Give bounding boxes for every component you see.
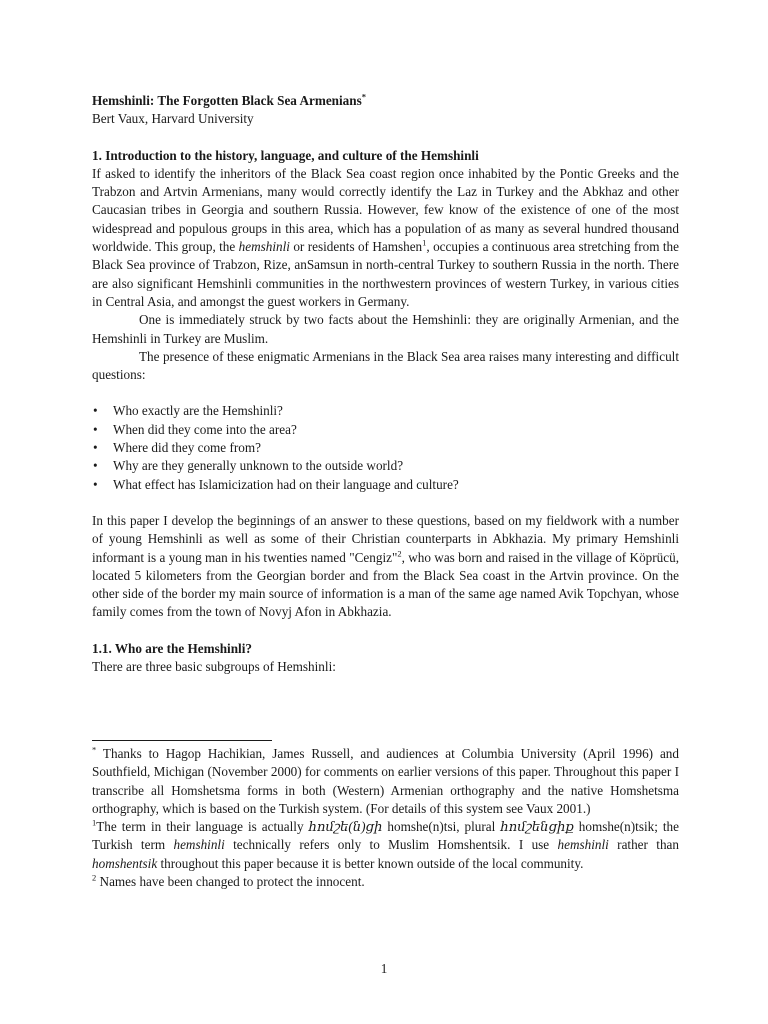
author-line: Bert Vaux, Harvard University (92, 111, 254, 127)
intro-paragraph: If asked to identify the inheritors of the Black Sea coast region once inhabited by the Pontic Greeks and the Trabzon and Artvin Armenians, many would correctly identify the Laz in Turkey and the Abkhaz and other Caucasian tribes in Georgia and southern Russia. However, few know of the existence of one of the most widespread and populous groups in this area, which has a population of as many as several hundred thousand worldwide. This group, the hemshinli or residents of Hamshen$^1$, occupies a continuous area stretching from the Black Sea province of Trabzon, Rize, anSamsun in north-central Turkey to southern Russia in the north. There are also significant Hemshinli communities in the northwestern provinces of western Turkey, in various cities in Central Asia, and amongst the guest workers in Germany. (92, 165, 679, 309)
footnote-2: $^2$ Names have been changed to protect the innocent. (92, 872, 365, 890)
footnote-star: * Thanks to Hagop Hachikian, James Russell, and audiences at Columbia University (April 1996) and Southfield, Michigan (November 2000) for comments on earlier versions of this paper. Throughout this paper I transcribe all Homshetsma forms in both (Western) Armenian orthography and the native Homshetsma orthography, which is based on the Turkish system. (For details of this system see Vaux 2001.) (92, 744, 679, 816)
section-heading-1: 1. Introduction to the history, language, and culture of the Hemshinli (92, 147, 479, 163)
section-heading-1-1: 1.1. Who are the Hemshinli? (92, 640, 252, 656)
list-item: • When did they come into the area? (92, 421, 679, 439)
list-item: • What effect has Islamicization had on their language and culture? (92, 476, 679, 494)
list-item: • Who exactly are the Hemshinli? (92, 402, 679, 420)
footnote-1: $^1$The term in their language is actually հոմշե(ն)ցի homshe(n)tsi, plural հոմշենցիք homshe(n)tsik; the Turkish term hemshinli technically refers only to Muslim Homshentsik. I use hemshinli rather than homshentsik throughout this paper because it is better known outside of the local community. (92, 817, 680, 871)
question-list (92, 402, 679, 493)
paper-title: Hemshinli: The Forgotten Black Sea Armenians* (92, 91, 366, 108)
title-footnote-mark: * (361, 91, 366, 102)
bullet-icon: • (93, 403, 98, 419)
bullet-icon: • (93, 458, 98, 474)
paragraph-questions: The presence of these enigmatic Armenians in the Black Sea area raises many interesting and difficult questions: (92, 348, 679, 383)
bullet-icon: • (93, 421, 98, 437)
paragraph-subgroups: There are three basic subgroups of Hemshinli: (92, 659, 336, 675)
term-hemshinli: hemshinli (238, 239, 290, 255)
footnotes (92, 745, 679, 891)
list-item: • Where did they come from? (92, 439, 679, 457)
main-body (92, 92, 679, 676)
list-item: • Why are they generally unknown to the outside world? (92, 457, 679, 475)
footnote-ref-1: 1 (422, 237, 427, 248)
armenian-term-plural: հոմշենցիք (500, 819, 574, 835)
footnote-ref-2: 2 (397, 548, 402, 559)
page-number: 1 (380, 961, 388, 976)
footnote-separator (92, 740, 272, 741)
bullet-icon: • (93, 440, 98, 456)
armenian-term: հոմշե(ն)ցի (308, 819, 383, 835)
paragraph-two-facts: One is immediately struck by two facts about the Hemshinli: they are originally Armenian, and the Hemshinli in Turkey are Muslim. (92, 312, 679, 346)
paragraph-fieldwork: In this paper I develop the beginnings of an answer to these questions, based on my fieldwork with a number of young Hemshinli as well as some of their Christian counterparts in Abkhazia. My primary Hemshinli informant is a young man in his twenties named "Cengiz"$^2$, who was born and raised in the village of Köprücü, located 5 kilometers from the Georgian border and from the Black Sea coast in the Artvin province. On the other side of the border my main source of information is a man of the same age named Avik Topchyan, whose family comes from the town of Novyj Afon in Abkhazia. (92, 512, 679, 620)
bullet-icon: • (93, 476, 98, 492)
